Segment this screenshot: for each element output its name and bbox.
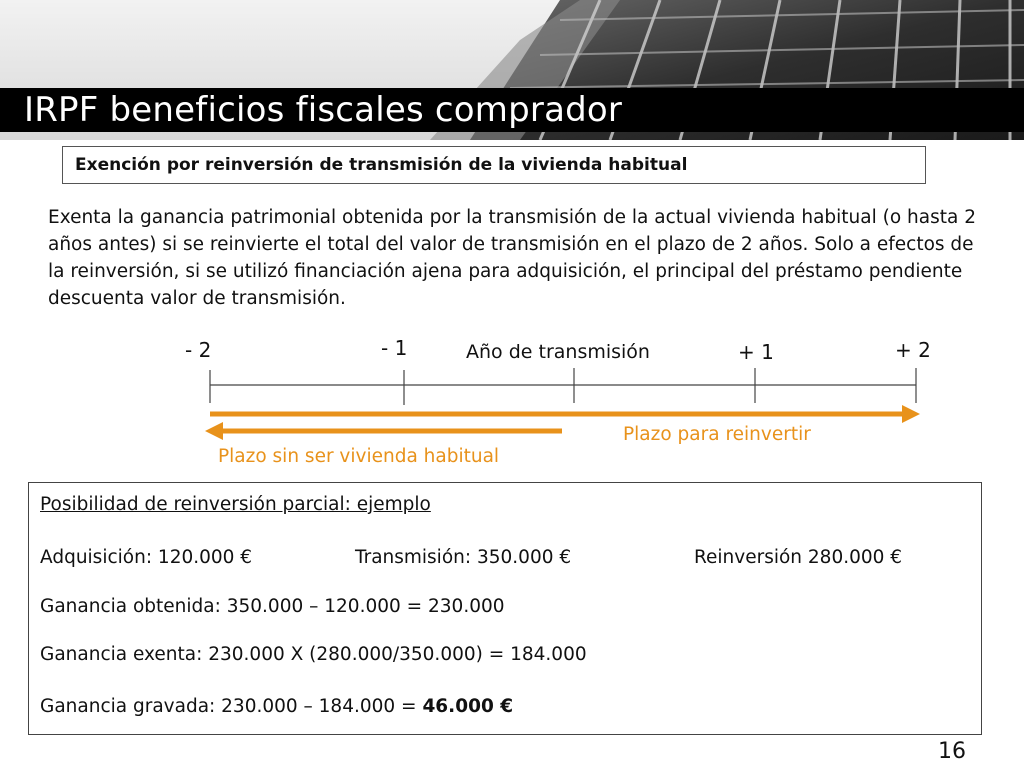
example-ganancia-obtenida: Ganancia obtenida: 350.000 – 120.000 = 230.000	[40, 596, 505, 617]
timeline-label-transmission-year: Año de transmisión	[466, 341, 650, 363]
ganancia-gravada-result: 46.000 €	[422, 696, 514, 717]
body-paragraph: Exenta la ganancia patrimonial obtenida por la transmisión de la actual vivienda habitual (o hasta 2 años antes) si se reinvierte el total del valor de transmisión en el plazo de 2 años. Solo a efectos de la reinversión, si se utilizó financiación ajena para adquisición, el principal del préstamo pendiente descuenta valor de transmisión.	[48, 207, 976, 309]
forward-arrow-label: Plazo para reinvertir	[623, 424, 811, 445]
example-title: Posibilidad de reinversión parcial: ejemplo	[40, 494, 431, 515]
timeline-label-minus-2: - 2	[185, 338, 212, 362]
backward-arrow-label: Plazo sin ser vivienda habitual	[218, 446, 500, 467]
example-adquisicion: Adquisición: 120.000 €	[40, 547, 253, 568]
timeline-label-plus-2: + 2	[895, 338, 931, 362]
slide-title: IRPF beneficios fiscales comprador	[24, 90, 623, 130]
example-box	[28, 482, 982, 735]
example-ganancia-exenta: Ganancia exenta: 230.000 X (280.000/350.000) = 184.000	[40, 644, 587, 665]
timeline-label-plus-1: + 1	[738, 340, 774, 364]
page-number: 16	[938, 739, 966, 764]
example-reinversion: Reinversión 280.000 €	[694, 547, 903, 568]
forward-arrowhead	[902, 405, 920, 423]
backward-arrowhead	[205, 422, 223, 440]
example-ganancia-gravada	[40, 695, 513, 719]
example-transmision: Transmisión: 350.000 €	[355, 547, 572, 568]
ganancia-gravada-prefix: Ganancia gravada: 230.000 – 184.000 =	[40, 696, 423, 717]
subtitle-text: Exención por reinversión de transmisión de la vivienda habitual	[75, 155, 688, 175]
timeline-label-minus-1: - 1	[381, 336, 408, 360]
